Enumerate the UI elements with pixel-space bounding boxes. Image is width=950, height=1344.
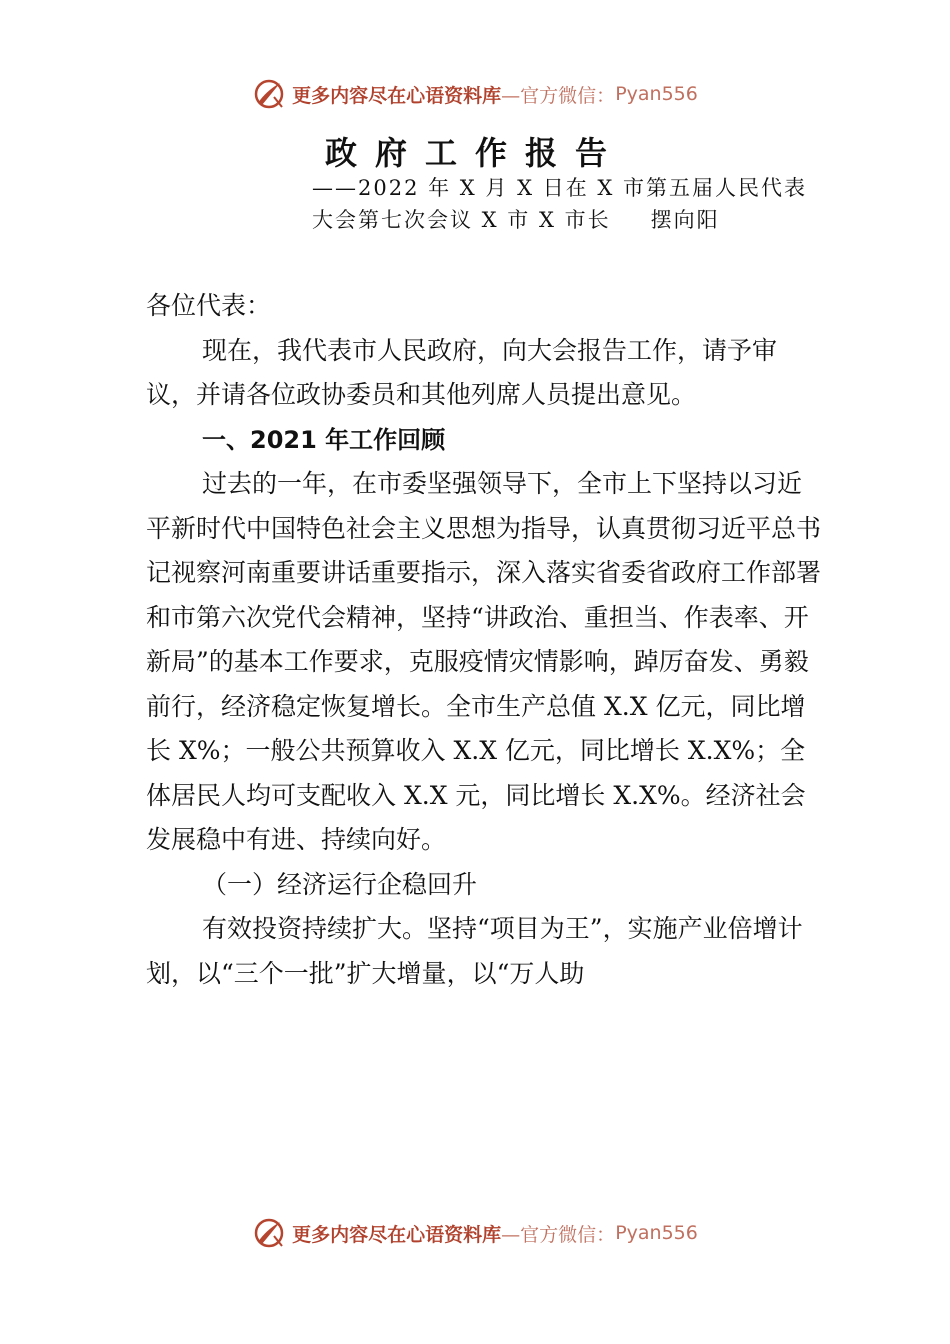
watermark-text-id: Pyan556 — [615, 83, 698, 105]
brush-logo-icon — [252, 77, 286, 111]
paragraph-intro: 现在，我代表市人民政府，向大会报告工作，请予审议，并请各位政协委员和其他列席人员提出意见。 — [146, 335, 778, 409]
watermark-header — [0, 74, 950, 114]
salutation: 各位代表： — [146, 291, 272, 320]
subsection-heading: （一）经济运行企稳回升 — [202, 869, 478, 899]
paragraph-review: 过去的一年，在市委坚强领导下，全市上下坚持以习近平新时代中国特色社会主义思想为指导，认真贯彻习近平总书记视察河南重要讲话重要指示，深入落实省委省政府工作部署和市第六次党代会精神，坚持“讲政治、重担当、作表率、开新局”的基本工作要求，克服疫情灾情影响，踔厉奋发、勇毅前行，经济稳定恢复增长。全市生产总值 X.X 亿元，同比增长 X%；一般公共预算收入 X.X 亿元，同比增长 X.X%；全体居民人均可支配收入 X.X 元，同比增长 X.X%。经济社会发展稳中有进、持续向好。 — [146, 469, 822, 854]
doc-subtitle-speaker: 摆向阳 — [650, 208, 720, 232]
watermark-text-main: 更多内容尽在心语资料库 — [292, 1223, 502, 1246]
brush-logo-icon — [252, 1216, 286, 1250]
doc-subtitle-line1: ——2022 年 X 月 X 日在 X 市第五届人民代表 — [312, 176, 808, 200]
doc-title: 政府工作报告 — [324, 134, 625, 172]
doc-subtitle-line2 — [312, 204, 720, 234]
watermark-text-main: 更多内容尽在心语资料库 — [292, 84, 502, 107]
doc-body — [146, 284, 826, 996]
watermark-text-id: Pyan556 — [615, 1222, 698, 1244]
doc-subtitle-meeting: 大会第七次会议 X 市 X 市长 — [312, 208, 611, 232]
watermark-footer — [0, 1213, 950, 1253]
watermark-text-wechat: —官方微信： — [501, 84, 616, 107]
paragraph-investment: 有效投资持续扩大。坚持“项目为王”，实施产业倍增计划，以“三个一批”扩大增量，以“万人助 — [146, 914, 803, 988]
watermark-text-wechat: —官方微信： — [501, 1223, 616, 1246]
section-heading: 一、2021 年工作回顾 — [202, 425, 446, 454]
